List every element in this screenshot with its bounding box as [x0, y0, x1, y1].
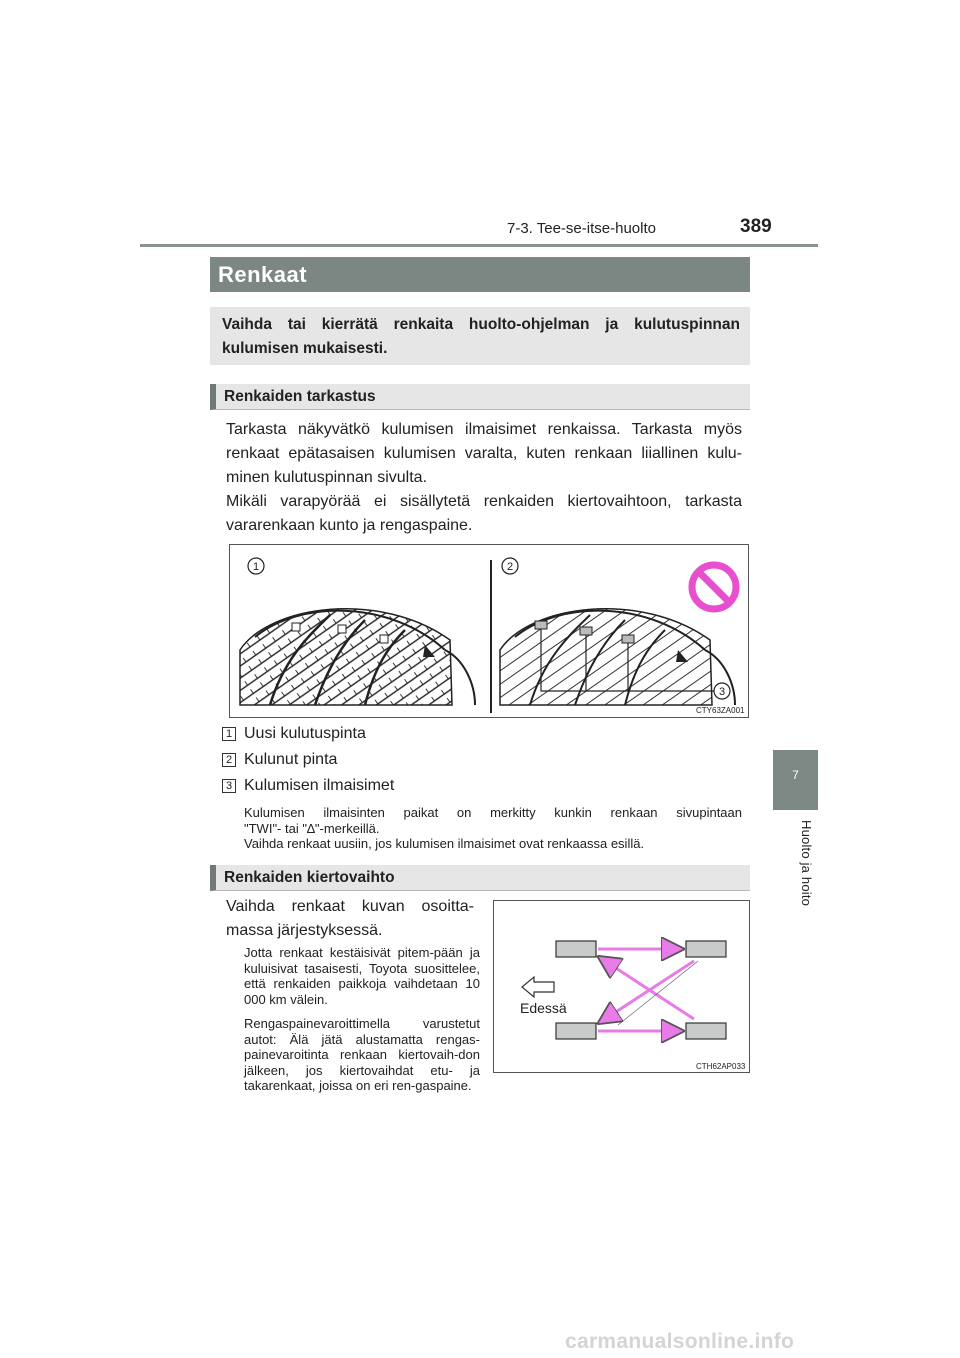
rotation-note-1: Jotta renkaat kestäisivät pitem-pään ja kuluisivat tasaisesti, Toyota suosittelee, että renkaiden paikkoja vaihdetaan 10 000 km välein.	[244, 945, 480, 1007]
page-number: 389	[740, 216, 772, 237]
legend-text-3: Kulumisen ilmaisimet	[244, 777, 395, 794]
intro-text: Vaihda tai kierrätä renkaita huolto-ohjelman ja kulutuspinnan kulumisen mukaisesti.	[222, 316, 740, 357]
rotation-line-2: massa järjestyksessä.	[226, 922, 383, 939]
legend-number-3: 3	[222, 779, 236, 793]
tread-wear-illustration	[230, 545, 749, 718]
page-title: Renkaat	[218, 262, 308, 287]
header-rule	[140, 244, 818, 247]
legend-number-1: 1	[222, 727, 236, 741]
legend-number-2: 2	[222, 753, 236, 767]
callout-1-label: 1	[252, 561, 260, 573]
tire-rear-right	[686, 1023, 726, 1039]
rotation-figure	[493, 900, 750, 1073]
note-line-2: "TWI"- tai "∆"-merkeillä.	[244, 820, 380, 836]
note-line-1: Kulumisen ilmaisinten paikat on merkitty kunkin renkaan sivupintaan	[244, 805, 742, 820]
chapter-title: Huolto ja hoito	[799, 820, 814, 907]
inspection-paragraph-2: Mikäli varapyörää ei sisällytetä renkaiden kiertovaihtoon, tarkasta vararenkaan kunto ja rengaspaine.	[226, 493, 742, 534]
legend-text-2: Kulunut pinta	[244, 751, 338, 768]
rotation-figure-code: CTH62AP033	[696, 1062, 746, 1071]
rotation-diagram	[494, 901, 750, 1073]
arrow-rear-to-front-cross-1	[602, 961, 694, 1021]
rotation-note-2: Rengaspainevaroittimella varustetut autot: Älä jätä alustamatta rengas-painevaroitinta renkaan kiertovaih-don jälkeen, jos kiertovaihdat etu- ja takarenkaat, joissa on eri ren-gaspaine.	[244, 1016, 480, 1093]
forward-arrow-icon	[522, 977, 554, 997]
prohibited-icon	[692, 565, 736, 609]
rotation-line-1: Vaihda renkaat kuvan osoitta-	[226, 898, 474, 915]
tire-front-right	[556, 1023, 596, 1039]
arrow-rear-to-front-cross-2	[602, 959, 694, 1019]
tread-wear-figure	[229, 544, 749, 718]
wear-indicator-note	[244, 805, 742, 852]
rotation-paragraph	[226, 895, 474, 943]
figure-code: CTY63ZA001	[696, 706, 745, 715]
callout-2-label: 2	[506, 561, 514, 573]
new-tread-tire	[240, 609, 475, 705]
note-line-3: Vaihda renkaat uusiin, jos kulumisen ilmaisimet ovat renkaassa esillä.	[244, 836, 645, 851]
legend-text-1: Uusi kulutuspinta	[244, 725, 366, 742]
rotation-heading: Renkaiden kiertovaihto	[224, 869, 395, 886]
worn-tread-tire	[500, 609, 735, 705]
inspection-heading: Renkaiden tarkastus	[224, 388, 376, 405]
callout-3-label: 3	[718, 686, 726, 698]
chapter-number: 7	[792, 768, 799, 782]
front-label: Edessä	[520, 1000, 567, 1016]
inspection-paragraph-1: Tarkasta näkyvätkö kulumisen ilmaisimet renkaissa. Tarkasta myös renkaat epätasaisen kulumisen varalta, kuten renkaan liiallinen kulu-minen kulutuspinnan sivulta.	[226, 421, 742, 486]
tire-rear-left	[686, 941, 726, 957]
tire-front-left	[556, 941, 596, 957]
watermark: carmanualsonline.info	[565, 1330, 795, 1353]
section-breadcrumb: 7-3. Tee-se-itse-huolto	[507, 220, 656, 237]
